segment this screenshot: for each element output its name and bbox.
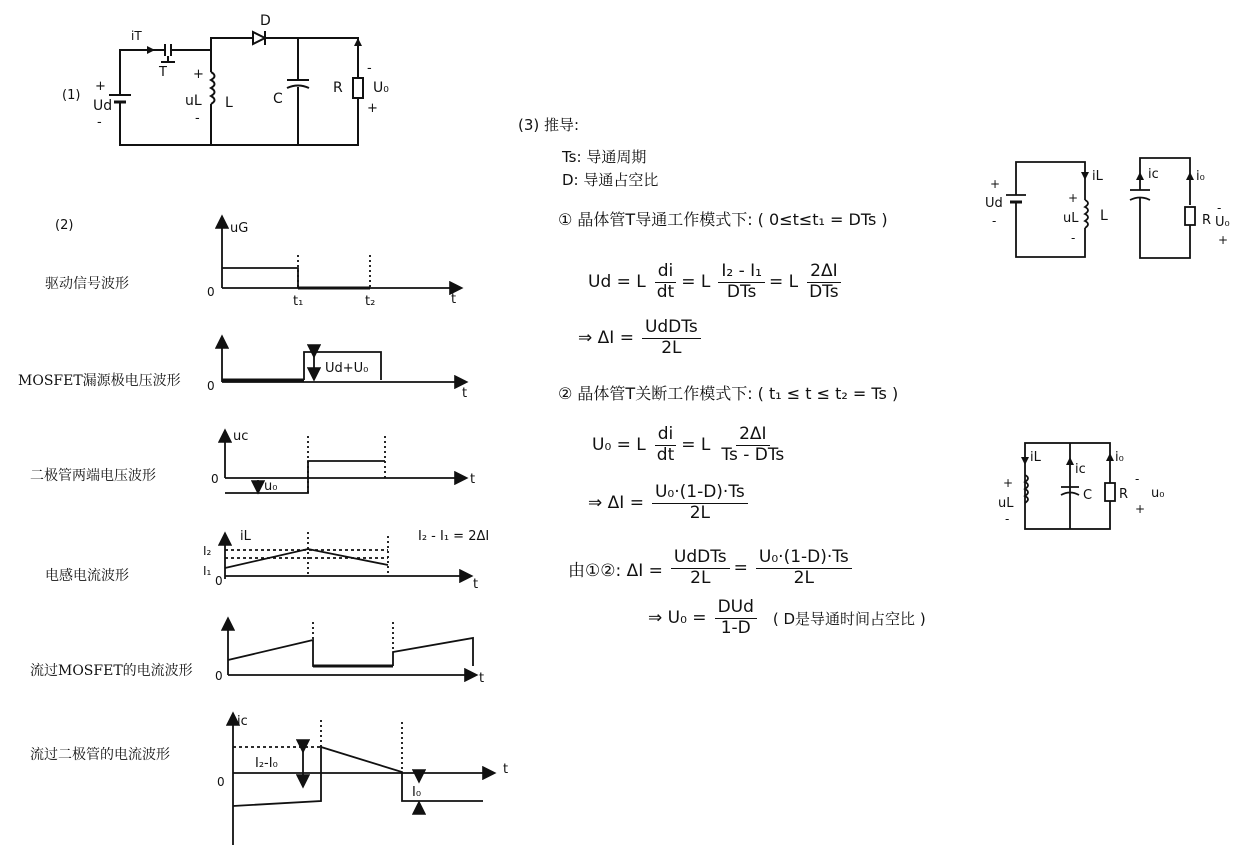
zero-5: 0 (215, 669, 223, 683)
res1-den: 2L (661, 337, 682, 358)
t-axis-2: t (462, 386, 468, 401)
t-axis-4: t (473, 577, 479, 592)
uo-minus: - (367, 61, 372, 76)
eq1-eq2: = L (768, 272, 799, 293)
ud-plus: + (95, 79, 106, 94)
sub2-ic-label: ic (1075, 462, 1086, 477)
ul-label: uL (185, 93, 202, 109)
waveform-title-4: 电感电流波形 (45, 568, 129, 584)
waveforms-label: (2) (55, 218, 74, 233)
i2-i0-annot: I₂-I₀ (255, 756, 278, 771)
eq3-f2-num: U₀·(1-D)·Ts (756, 548, 852, 569)
ts-definition: Ts: 导通周期 (562, 148, 647, 166)
sub2-ul-plus: + (1003, 476, 1014, 490)
equation-3 (568, 548, 856, 588)
i0-annot: I₀ (412, 785, 422, 800)
ud-label: Ud (93, 98, 113, 114)
eq1-f3-den: DTs (809, 281, 839, 302)
zero-3: 0 (211, 472, 219, 486)
ul-minus: - (195, 111, 200, 126)
res2-num: U₀·(1-D)·Ts (652, 483, 748, 504)
sub1-ic-label: ic (1148, 167, 1159, 182)
i1-label: I₁ (203, 564, 212, 578)
eq1-eq: = L (681, 272, 711, 293)
sub2-io-label: i₀ (1115, 450, 1124, 465)
sub1-minus: - (992, 214, 997, 228)
res2-den: 2L (689, 502, 710, 523)
boost-circuit-diagram (85, 10, 389, 155)
sub1-uo-plus: + (1218, 233, 1229, 247)
zero-6: 0 (217, 775, 225, 789)
sub1-r-label: R (1202, 213, 1212, 228)
ud-uo-annot: Ud+U₀ (325, 361, 369, 376)
uo-label: U₀ (373, 80, 389, 96)
t-label: T (159, 65, 167, 80)
sub1-uo-minus: - (1217, 201, 1222, 215)
sub1-ul-minus: - (1071, 231, 1076, 245)
eq2-f1-num: di (655, 425, 677, 446)
sub1-ud-label: Ud (985, 196, 1003, 211)
waveform-title-5: 流过MOSFET的电流波形 (30, 663, 193, 679)
eq1-f1-den: dt (656, 281, 675, 302)
c-label: C (273, 91, 283, 107)
eq3-eq: = (733, 558, 748, 579)
uc-label: uc (233, 429, 249, 444)
waveform-plots (195, 210, 525, 849)
eq1-f2-den: DTs (726, 281, 757, 302)
waveform-title-2: MOSFET漏源极电压波形 (18, 373, 181, 389)
sub1-l-label: L (1100, 208, 1108, 224)
il-label: iL (240, 529, 251, 544)
final-pre: ⇒ U₀ = (648, 608, 707, 629)
sub2-c-label: C (1083, 488, 1093, 503)
mode1-heading: ① 晶体管T导通工作模式下: ( 0≤t≤t₁ = DTs ) (558, 210, 888, 229)
off-mode-circuit (995, 435, 1180, 535)
ug-label: uG (230, 221, 249, 236)
eq1-f3-num: 2ΔI (807, 262, 840, 283)
sub2-il-label: iL (1030, 450, 1041, 465)
sub1-uo-label: U₀ (1215, 215, 1230, 230)
final-den: 1-D (720, 617, 751, 638)
circuit-label: (1) (62, 88, 81, 103)
t1-label: t₁ (293, 294, 304, 309)
sub1-ul-label: uL (1063, 211, 1079, 226)
sub2-uo-plus: + (1135, 502, 1146, 516)
zero-4: 0 (215, 574, 223, 588)
eq2-eq: = L (681, 435, 711, 456)
final-result (648, 598, 930, 638)
sub2-uo-label: u₀ (1151, 486, 1165, 501)
d-label: D (260, 13, 271, 29)
res2-pre: ⇒ ΔI = (588, 493, 644, 514)
sub1-plus: + (990, 177, 1001, 191)
equation-1 (588, 262, 846, 302)
sub2-r-label: R (1119, 487, 1129, 502)
eq1-f1-num: di (655, 262, 677, 283)
r-label: R (333, 80, 343, 96)
eq3-f2-den: 2L (793, 567, 814, 588)
ud-minus: - (97, 115, 102, 130)
delta-annot: I₂ - I₁ = 2ΔI (418, 529, 490, 544)
eq1-f2-num: I₂ - I₁ (718, 262, 765, 283)
eq2-f1-den: dt (656, 444, 675, 465)
res1-pre: ⇒ ΔI = (578, 328, 634, 349)
equation-2 (592, 425, 791, 465)
eq3-pre: 由①②: ΔI = (568, 560, 663, 581)
it-label: iT (131, 29, 142, 43)
sub2-ul-minus: - (1005, 512, 1010, 526)
i2-label: I₂ (203, 544, 212, 558)
t-axis-3: t (470, 472, 476, 487)
t2-label: t₂ (365, 294, 376, 309)
on-mode-circuit (980, 150, 1235, 265)
ic-label: ic (237, 714, 248, 729)
t-axis-1: t (451, 292, 457, 307)
sub1-ul-plus: + (1068, 191, 1079, 205)
result-2 (588, 483, 752, 523)
eq2-lhs: U₀ = L (592, 435, 646, 456)
ul-plus: + (193, 67, 204, 82)
final-note: ( D是导通时间占空比 ) (772, 609, 926, 628)
uo-plus: + (367, 101, 378, 116)
final-num: DUd (715, 598, 757, 619)
t-axis-6: t (503, 762, 509, 777)
sub1-io-label: i₀ (1196, 169, 1205, 184)
mode2-heading: ② 晶体管T关断工作模式下: ( t₁ ≤ t ≤ t₂ = Ts ) (558, 384, 899, 403)
sub2-uo-minus: - (1135, 472, 1140, 486)
uo-annot: u₀ (264, 479, 278, 494)
sub1-il-label: iL (1092, 169, 1103, 184)
eq1-lhs: Ud = L (588, 272, 646, 293)
derivation-label: (3) 推导: (518, 116, 580, 134)
l-label: L (225, 95, 233, 111)
t-axis-5: t (479, 671, 485, 686)
d-definition: D: 导通占空比 (562, 171, 659, 189)
sub2-ul-label: uL (998, 496, 1014, 511)
waveform-title-1: 驱动信号波形 (45, 276, 129, 292)
zero-2: 0 (207, 379, 215, 393)
eq3-f1-den: 2L (690, 567, 711, 588)
eq3-f1-num: UdDTs (671, 548, 730, 569)
res1-num: UdDTs (642, 318, 701, 339)
waveform-title-3: 二极管两端电压波形 (30, 468, 156, 484)
result-1 (578, 318, 705, 358)
waveform-title-6: 流过二极管的电流波形 (30, 747, 170, 763)
eq2-f2-den: Ts - DTs (721, 444, 785, 465)
eq2-f2-num: 2ΔI (736, 425, 769, 446)
zero-1: 0 (207, 285, 215, 299)
